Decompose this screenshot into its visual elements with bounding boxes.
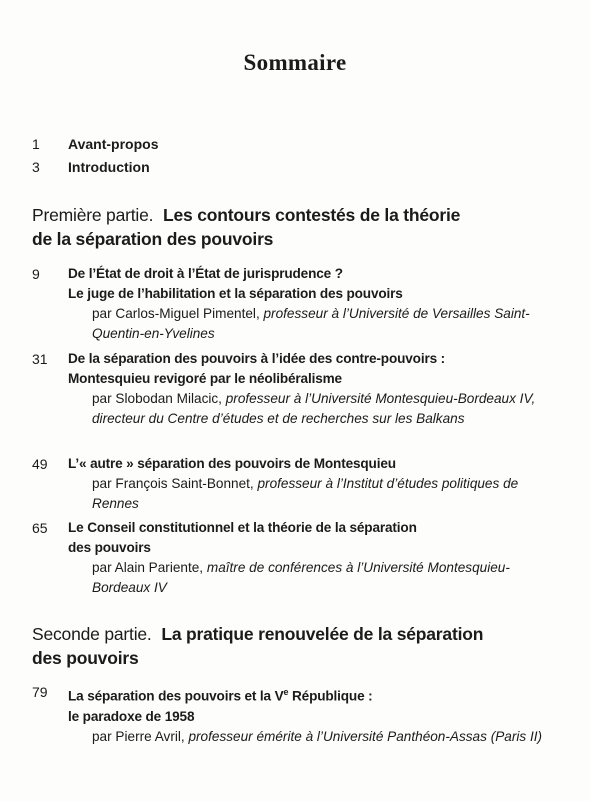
part-title-continued: des pouvoirs [32,648,139,668]
page-title: Sommaire [243,50,347,75]
page-number: 31 [32,351,48,367]
author-name: par Slobodan Milacic, [92,391,222,406]
entry-title: De la séparation des pouvoirs à l’idée des contre-pouvoirs : [68,351,446,366]
entry-subtitle: Le juge de l’habilitation et la séparation des pouvoirs [68,286,403,301]
page-number: 1 [32,136,40,152]
toc-entry [32,264,552,344]
part-heading [32,203,552,251]
author-affiliation: maître de conférences à l’Université Montesquieu-Bordeaux IV [92,560,510,595]
part-title: Les contours contestés de la théorie [163,205,461,225]
entry-author [68,558,552,598]
page-number: 3 [32,159,40,175]
entry-author [68,474,552,514]
author-name: par François Saint-Bonnet, [92,476,254,491]
toc-entry [32,682,552,747]
page-number: 65 [32,520,48,536]
entry-title-text-end: République : [288,688,373,704]
entry-title: Le Conseil constitutionnel et la théorie de la séparation [68,520,417,535]
toc-front-item [32,134,158,154]
author-affiliation: professeur émérite à l’Université Panthéon-Assas (Paris II) [188,728,543,744]
entry-author [68,389,552,429]
author-affiliation: professeur à l’Institut d’études politiques de Rennes [92,476,519,511]
toc-front-item [32,157,150,177]
entry-title-text: La séparation des pouvoirs et la V [68,688,284,704]
page-number: 79 [32,684,48,700]
toc-front-label: Avant-propos [68,136,159,152]
author-name: par Pierre Avril, [92,728,185,744]
part-title-continued: de la séparation des pouvoirs [32,229,274,249]
part-label: Seconde partie. [32,624,152,644]
page-number: 49 [32,456,48,472]
page-number: 9 [32,266,40,282]
entry-title: L’« autre » séparation des pouvoirs de Montesquieu [68,456,396,471]
entry-subtitle: Montesquieu revigoré par le néolibéralisme [68,371,342,386]
author-affiliation: professeur à l’Université Montesquieu-Bordeaux IV, directeur du Centre d’études et de recherches sur les Balkans [92,391,536,426]
entry-subtitle: des pouvoirs [68,540,151,555]
author-name: par Carlos-Miguel Pimentel, [92,306,260,321]
toc-entry [32,349,552,429]
entry-subtitle: le paradoxe de 1958 [68,708,195,724]
part-title: La pratique renouvelée de la séparation [161,624,484,644]
entry-title [68,682,552,707]
part-heading [32,622,552,670]
toc-entry [32,518,552,598]
toc-front-label: Introduction [68,159,150,175]
toc-entry [32,454,552,514]
entry-author [68,304,552,344]
entry-title-superscript: e [283,687,289,697]
entry-author [68,727,552,747]
part-label: Première partie. [32,205,154,225]
author-name: par Alain Pariente, [92,560,204,575]
entry-title: De l’État de droit à l’État de jurisprudence ? [68,266,343,281]
author-affiliation: professeur à l’Université de Versailles Saint-Quentin-en-Yvelines [92,306,530,341]
